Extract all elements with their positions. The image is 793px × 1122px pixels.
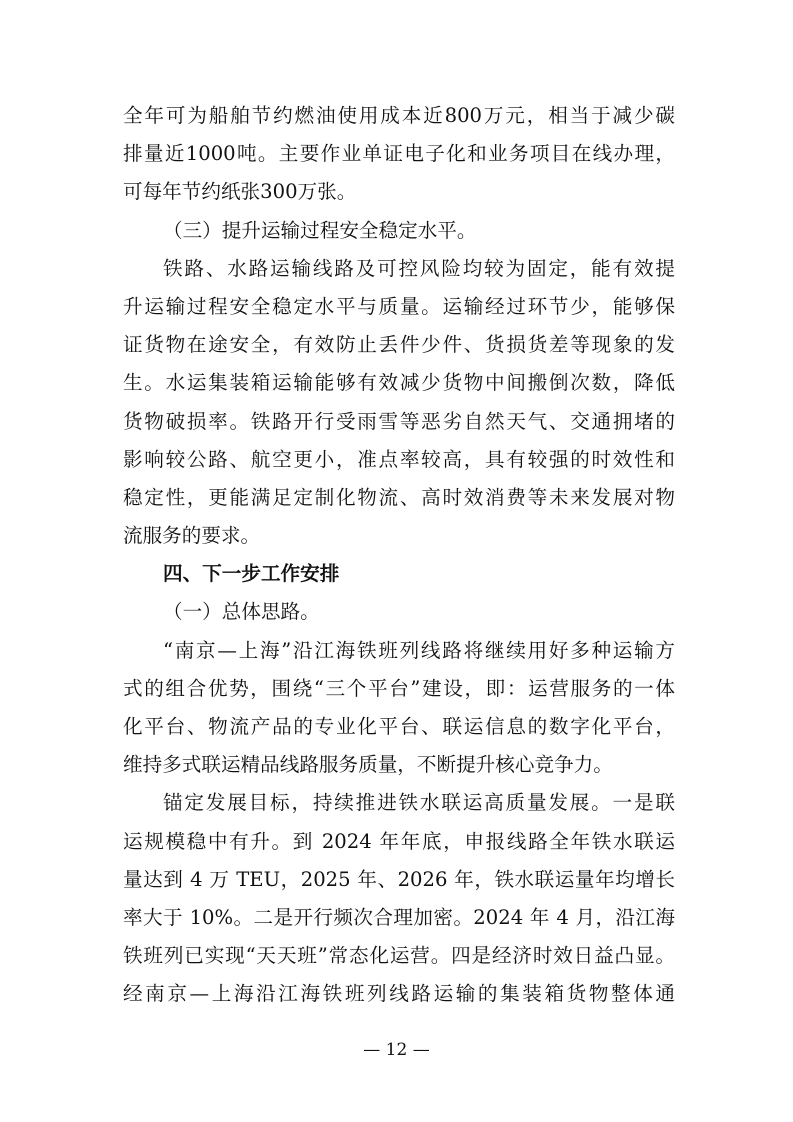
text-line: 率大于 10%。二是开行频次合理加密。2024 年 4 月，沿江海 <box>123 905 675 929</box>
text-line: 影响较公路、航空更小，准点率较高，具有较强的时效性和 <box>123 447 675 471</box>
text-line: 升运输过程安全稳定水平与质量。运输经过环节少，能够保 <box>123 294 675 318</box>
text-line: 货物破损率。铁路开行受雨雪等恶劣自然天气、交通拥堵的 <box>123 409 675 433</box>
text-line: 证货物在途安全，有效防止丢件少件、货损货差等现象的发 <box>123 333 675 357</box>
text-line: 可每年节约纸张300万张。 <box>123 180 357 204</box>
body-text <box>123 97 675 1014</box>
text-line: “南京—上海”沿江海铁班列线路将继续用好多种运输方 <box>163 638 675 662</box>
text-line: 维持多式联运精品线路服务质量，不断提升核心竞争力。 <box>123 753 613 777</box>
text-line: 排量近1000吨。主要作业单证电子化和业务项目在线办理， <box>123 142 675 166</box>
text-line: 稳定性，更能满足定制化物流、高时效消费等未来发展对物 <box>123 485 675 509</box>
text-line: 经南京—上海沿江海铁班列线路运输的集装箱货物整体通 <box>123 982 675 1006</box>
text-line: 式的组合优势，围绕“三个平台”建设，即：运营服务的一体 <box>123 676 675 700</box>
text-line: 生。水运集装箱运输能够有效减少货物中间搬倒次数，降低 <box>123 371 675 395</box>
text-line: 铁班列已实现“天天班”常态化运营。四是经济时效日益凸显。 <box>123 944 675 968</box>
text-line: 铁路、水路运输线路及可控风险均较为固定，能有效提 <box>163 256 675 280</box>
section-heading: 四、下一步工作安排 <box>163 562 340 586</box>
text-line: 全年可为船舶节约燃油使用成本近800万元，相当于减少碳 <box>123 104 675 127</box>
page-number: — 12 — <box>363 1040 430 1060</box>
text-line: 锚定发展目标，持续推进铁水联运高质量发展。一是联 <box>163 791 675 815</box>
text-line: 化平台、物流产品的专业化平台、联运信息的数字化平台， <box>123 715 675 738</box>
text-line: 流服务的要求。 <box>123 524 261 548</box>
subsection-heading: （三）提升运输过程安全稳定水平。 <box>163 218 477 242</box>
subsection-heading: （一）总体思路。 <box>163 600 320 624</box>
text-line: 运规模稳中有升。到 2024 年年底，申报线路全年铁水联运 <box>123 829 675 853</box>
text-line: 量达到 4 万 TEU，2025 年、2026 年，铁水联运量年均增长 <box>123 867 675 891</box>
